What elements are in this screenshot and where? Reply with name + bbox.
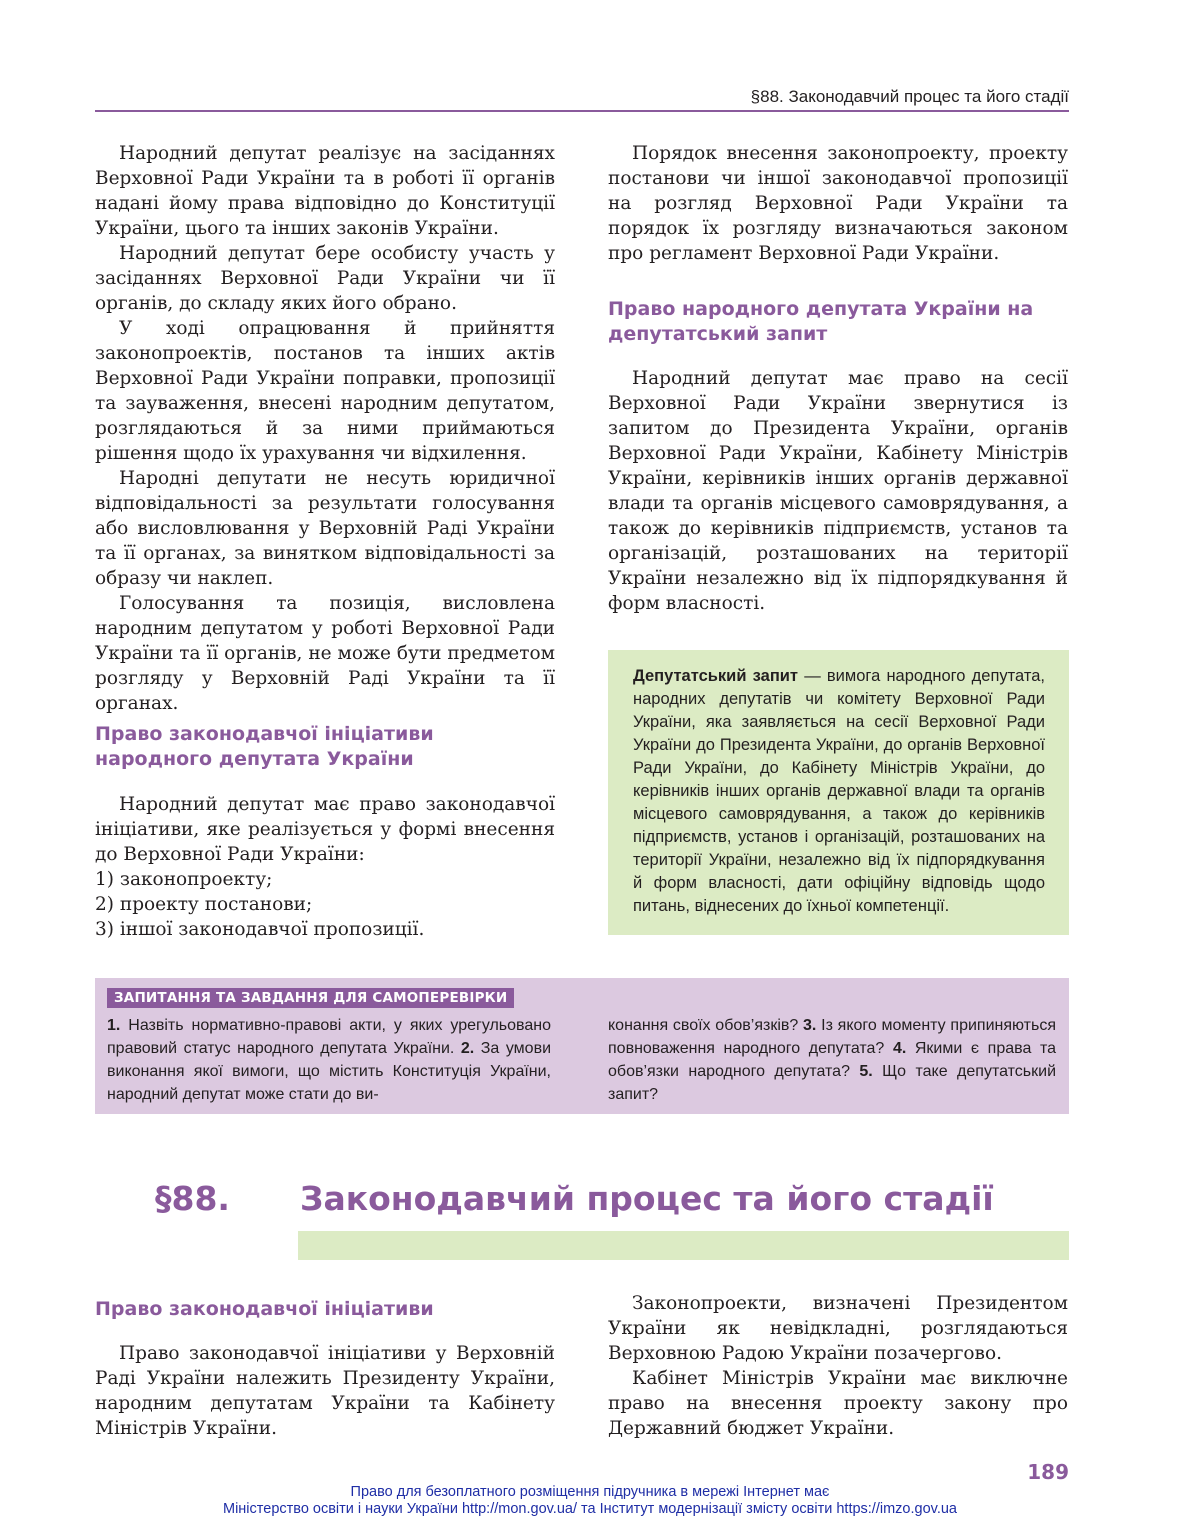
paragraph: У ході опрацювання й прийняття законопроектів, постанов та інших актів Верховної Ради України поправки, пропозиції та зауваження, внесені народним депутатом, розглядаються й за ними приймаються рішення щодо їх урахування чи відхилення.	[95, 318, 555, 464]
subhead-deputy-request: Право народного депутата України на депутатський запит	[608, 298, 1034, 345]
section-right-column	[608, 1291, 1068, 1441]
paragraph: Голосування та позиція, висловлена народним депутатом у роботі Верховної Ради України та її органів, не може бути предметом розгляду у Верховній Раді України та її органах.	[95, 593, 555, 714]
self-check-label: ЗАПИТАННЯ ТА ЗАВДАННЯ ДЛЯ САМОПЕРЕВІРКИ	[107, 988, 514, 1008]
page-number: 189	[1027, 1460, 1069, 1484]
question-number: 3.	[803, 1017, 817, 1034]
subhead-legislative-initiative-deputy: Право законодавчої ініціативи народного депутата України	[95, 723, 434, 770]
list-item: 3) іншої законодавчої пропозиції.	[95, 919, 425, 940]
paragraph: Народний депутат має право законодавчої ініціативи, яке реалізується у формі внесення до Верховної Ради України:	[95, 794, 555, 865]
paragraph: Кабінет Міністрів України має виключне право на внесення проекту закону про Державний бюджет України.	[608, 1368, 1068, 1439]
list-item: 1) законопроекту;	[95, 869, 273, 890]
paragraph: Право законодавчої ініціативи у Верховній Раді України належить Президенту України, народним депутатам України та Кабінету Міністрів України.	[95, 1343, 555, 1439]
left-column	[95, 141, 555, 716]
section-title-underbar	[298, 1231, 1069, 1260]
definition-term: Депутатський запит	[633, 667, 799, 685]
section-left-column	[95, 1297, 555, 1441]
definition-text: — вимога народного депутата, народних депутатів чи комітету Верховної Ради України, яка заявляється на сесії Верховної Ради України до Президента України, до органів Верховної Ради України, до Кабінету Міністрів України, до керівників інших органів державної влади та органів місцевого самоврядування, а також до керівників підприємств, установ і організацій, розташованих на території України, незалежно від їх підпорядкування й форм власності, дати офіційну відповідь щодо питань, віднесених до їхньої компетенції.	[633, 667, 1045, 915]
question-number: 5.	[859, 1063, 873, 1080]
footer-line: Міністерство освіти і науки України http://mon.gov.ua/ та Інститут модернізації змісту освіти https://imzo.gov.ua	[223, 1501, 957, 1517]
question-text: За умови виконання якої вимоги, що містить Конституція України, народний депутат може стати до ви-	[107, 1040, 552, 1103]
paragraph: Законопроекти, визначені Президентом України як невідкладні, розглядаються Верховною Радою України позачергово.	[608, 1293, 1068, 1364]
footer	[180, 1484, 1000, 1518]
question-number: 1.	[107, 1017, 121, 1034]
running-head	[95, 86, 1069, 112]
question-text: конання своїх обов’язків?	[608, 1017, 804, 1034]
question-text: Назвіть нормативно-правові акти, у яких урегульовано правовий статус народного депутата України.	[107, 1017, 551, 1057]
question-number: 4.	[892, 1040, 907, 1057]
section-title: Законодавчий процес та його стадії	[300, 1179, 994, 1218]
question-text: Якими є права та обов’язки народного депутата?	[608, 1040, 1056, 1080]
question-text: Із якого моменту припиняються повноваження народного депутата?	[608, 1017, 1056, 1057]
paragraph: Порядок внесення законопроекту, проекту постанови чи іншої законодавчої пропозиції на розгляд Верховної Ради України та порядок їх розгляду визначаються законом про регламент Верховної Ради України.	[608, 143, 1068, 264]
paragraph: Народні депутати не несуть юридичної відповідальності за результати голосування або висловлювання у Верховній Раді України та її органах, за винятком відповідальності за образу чи наклеп.	[95, 468, 555, 589]
footer-line: Право для безоплатного розміщення підручника в мережі Інтернет має	[350, 1484, 830, 1500]
paragraph: Народний депутат має право на сесії Верховної Ради України звернутися із запитом до Президента України, органів Верховної Ради України, Кабінету Міністрів України, керівників інших органів державної влади та органів місцевого самоврядування, а також до керівників підприємств, установ та організацій, розташованих на території України незалежно від їх підпорядкування й форм власності.	[608, 368, 1068, 614]
self-check-column-left	[107, 1014, 551, 1106]
question-text: Що таке депутатський запит?	[608, 1063, 1057, 1103]
running-title: §88. Законодавчий процес та його стадії	[750, 87, 1069, 106]
section-number: §88.	[155, 1179, 230, 1218]
subhead-legislative-initiative: Право законодавчої ініціативи	[95, 1298, 434, 1320]
left-column-initiative	[95, 722, 555, 942]
self-check-box	[95, 978, 1069, 1114]
right-column-request	[608, 297, 1068, 616]
list-item: 2) проекту постанови;	[95, 894, 313, 915]
self-check-column-right	[608, 1014, 1056, 1106]
right-column	[608, 141, 1068, 266]
paragraph: Народний депутат реалізує на засіданнях Верховної Ради України та в роботі її органів надані йому права відповідно до Конституції України, цього та інших законів України.	[95, 143, 555, 239]
paragraph: Народний депутат бере особисту участь у засіданнях Верховної Ради України чи її органів, до складу яких його обрано.	[95, 243, 555, 314]
definition-box	[608, 650, 1069, 935]
question-number: 2.	[460, 1040, 475, 1057]
section-heading	[155, 1175, 1069, 1225]
